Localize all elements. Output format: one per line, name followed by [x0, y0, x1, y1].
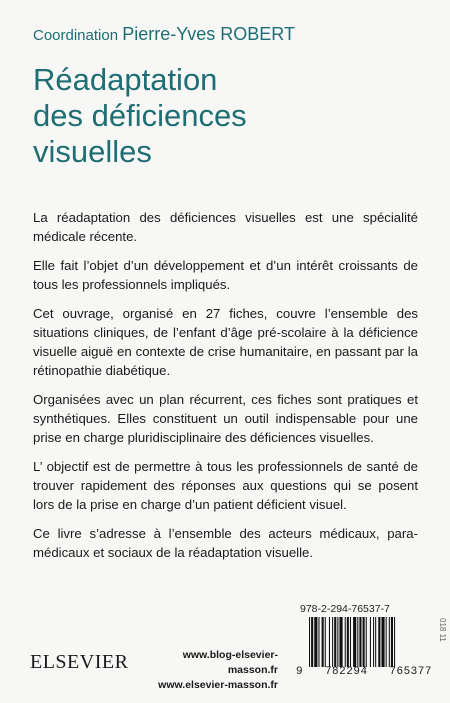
barcode-bar: [357, 617, 358, 667]
blog-url-link[interactable]: www.blog-elsevier-masson.fr: [182, 649, 278, 676]
barcode-bar: [314, 617, 317, 667]
barcode-bar: [322, 617, 324, 667]
paragraph-4: Organisées avec un plan récurrent, ces fiches sont pratiques et synthétiques. Elles constituent un outil indispensable pour une prise en charge pluridisciplinaire des déficiences visuelles.: [33, 392, 418, 445]
coordinator-name: Pierre-Yves ROBERT: [122, 24, 295, 44]
barcode-bar: [332, 617, 333, 667]
barcode-bar: [391, 617, 393, 667]
barcode-bar: [318, 617, 319, 667]
barcode-bar: [359, 617, 361, 667]
isbn: 978-2-294-76537-7: [300, 603, 390, 615]
title-line-2: des déficiences: [33, 98, 247, 133]
paragraph-5: L’ objectif est de permettre à tous les professionnels de santé de trouver rapidement des réponses aux questions qui se posent lors de la prise en charge d’un patient déficient visuel.: [33, 459, 418, 512]
barcode-bar: [389, 617, 390, 667]
barcode-digits: [296, 666, 432, 678]
barcode-bar: [311, 617, 313, 667]
barcode-bar: [381, 617, 384, 667]
coordination-label: Coordination: [33, 27, 119, 44]
barcode-bar: [337, 617, 338, 667]
paragraph-2: Elle fait l’objet d’un développement et d’un intérêt croissants de tous les professionnels impliqués.: [33, 258, 418, 292]
barcode-bar: [309, 617, 310, 667]
publisher-logo: ELSEVIER: [30, 651, 129, 673]
coordination-line: [33, 24, 295, 45]
barcode-bar: [345, 617, 346, 667]
paragraph-6: Ce livre s’adresse à l’ensemble des acteurs médicaux, para-médicaux et sociaux de la réadaptation visuelle.: [33, 526, 418, 560]
barcode-bar: [394, 617, 395, 667]
barcode-bar: [370, 617, 371, 667]
barcode-digit-group-2: 765377: [389, 666, 432, 678]
barcode-bar: [350, 617, 351, 667]
book-title: [33, 62, 247, 170]
paragraph-3: Cet ouvrage, organisé en 27 fiches, couvre l’ensemble des situations cliniques, de l’enfant d’âge pré-scolaire à la déficience visuelle aiguë en contexte de crise humanitaire, en passant par la rétinopathie diabétique.: [33, 306, 418, 378]
paragraph-1: La réadaptation des déficiences visuelles est une spécialité médicale récente.: [33, 210, 418, 244]
barcode-bar: [339, 617, 342, 667]
spine-code: 018 11: [438, 618, 447, 642]
barcode-digit-group-1: 782294: [324, 666, 368, 678]
barcode-bar: [386, 617, 387, 667]
barcode-bar: [325, 617, 326, 667]
barcode-bar: [347, 617, 349, 667]
barcode-bar: [378, 617, 380, 667]
barcode-digit-prefix: 9: [296, 666, 304, 678]
back-cover-text: [33, 208, 418, 572]
website-url-link[interactable]: www.elsevier-masson.fr: [158, 679, 278, 691]
barcode-bar: [373, 617, 374, 667]
barcode-bar: [366, 617, 367, 667]
barcode-bar: [363, 617, 365, 667]
barcode-bar: [375, 617, 376, 667]
barcode-bar: [353, 617, 356, 667]
title-line-3: visuelles: [33, 134, 152, 169]
barcode-bar: [329, 617, 330, 667]
barcode-bar: [334, 617, 336, 667]
publisher-urls: [140, 648, 278, 693]
title-line-1: Réadaptation: [33, 62, 218, 97]
barcode-icon: [309, 617, 427, 667]
